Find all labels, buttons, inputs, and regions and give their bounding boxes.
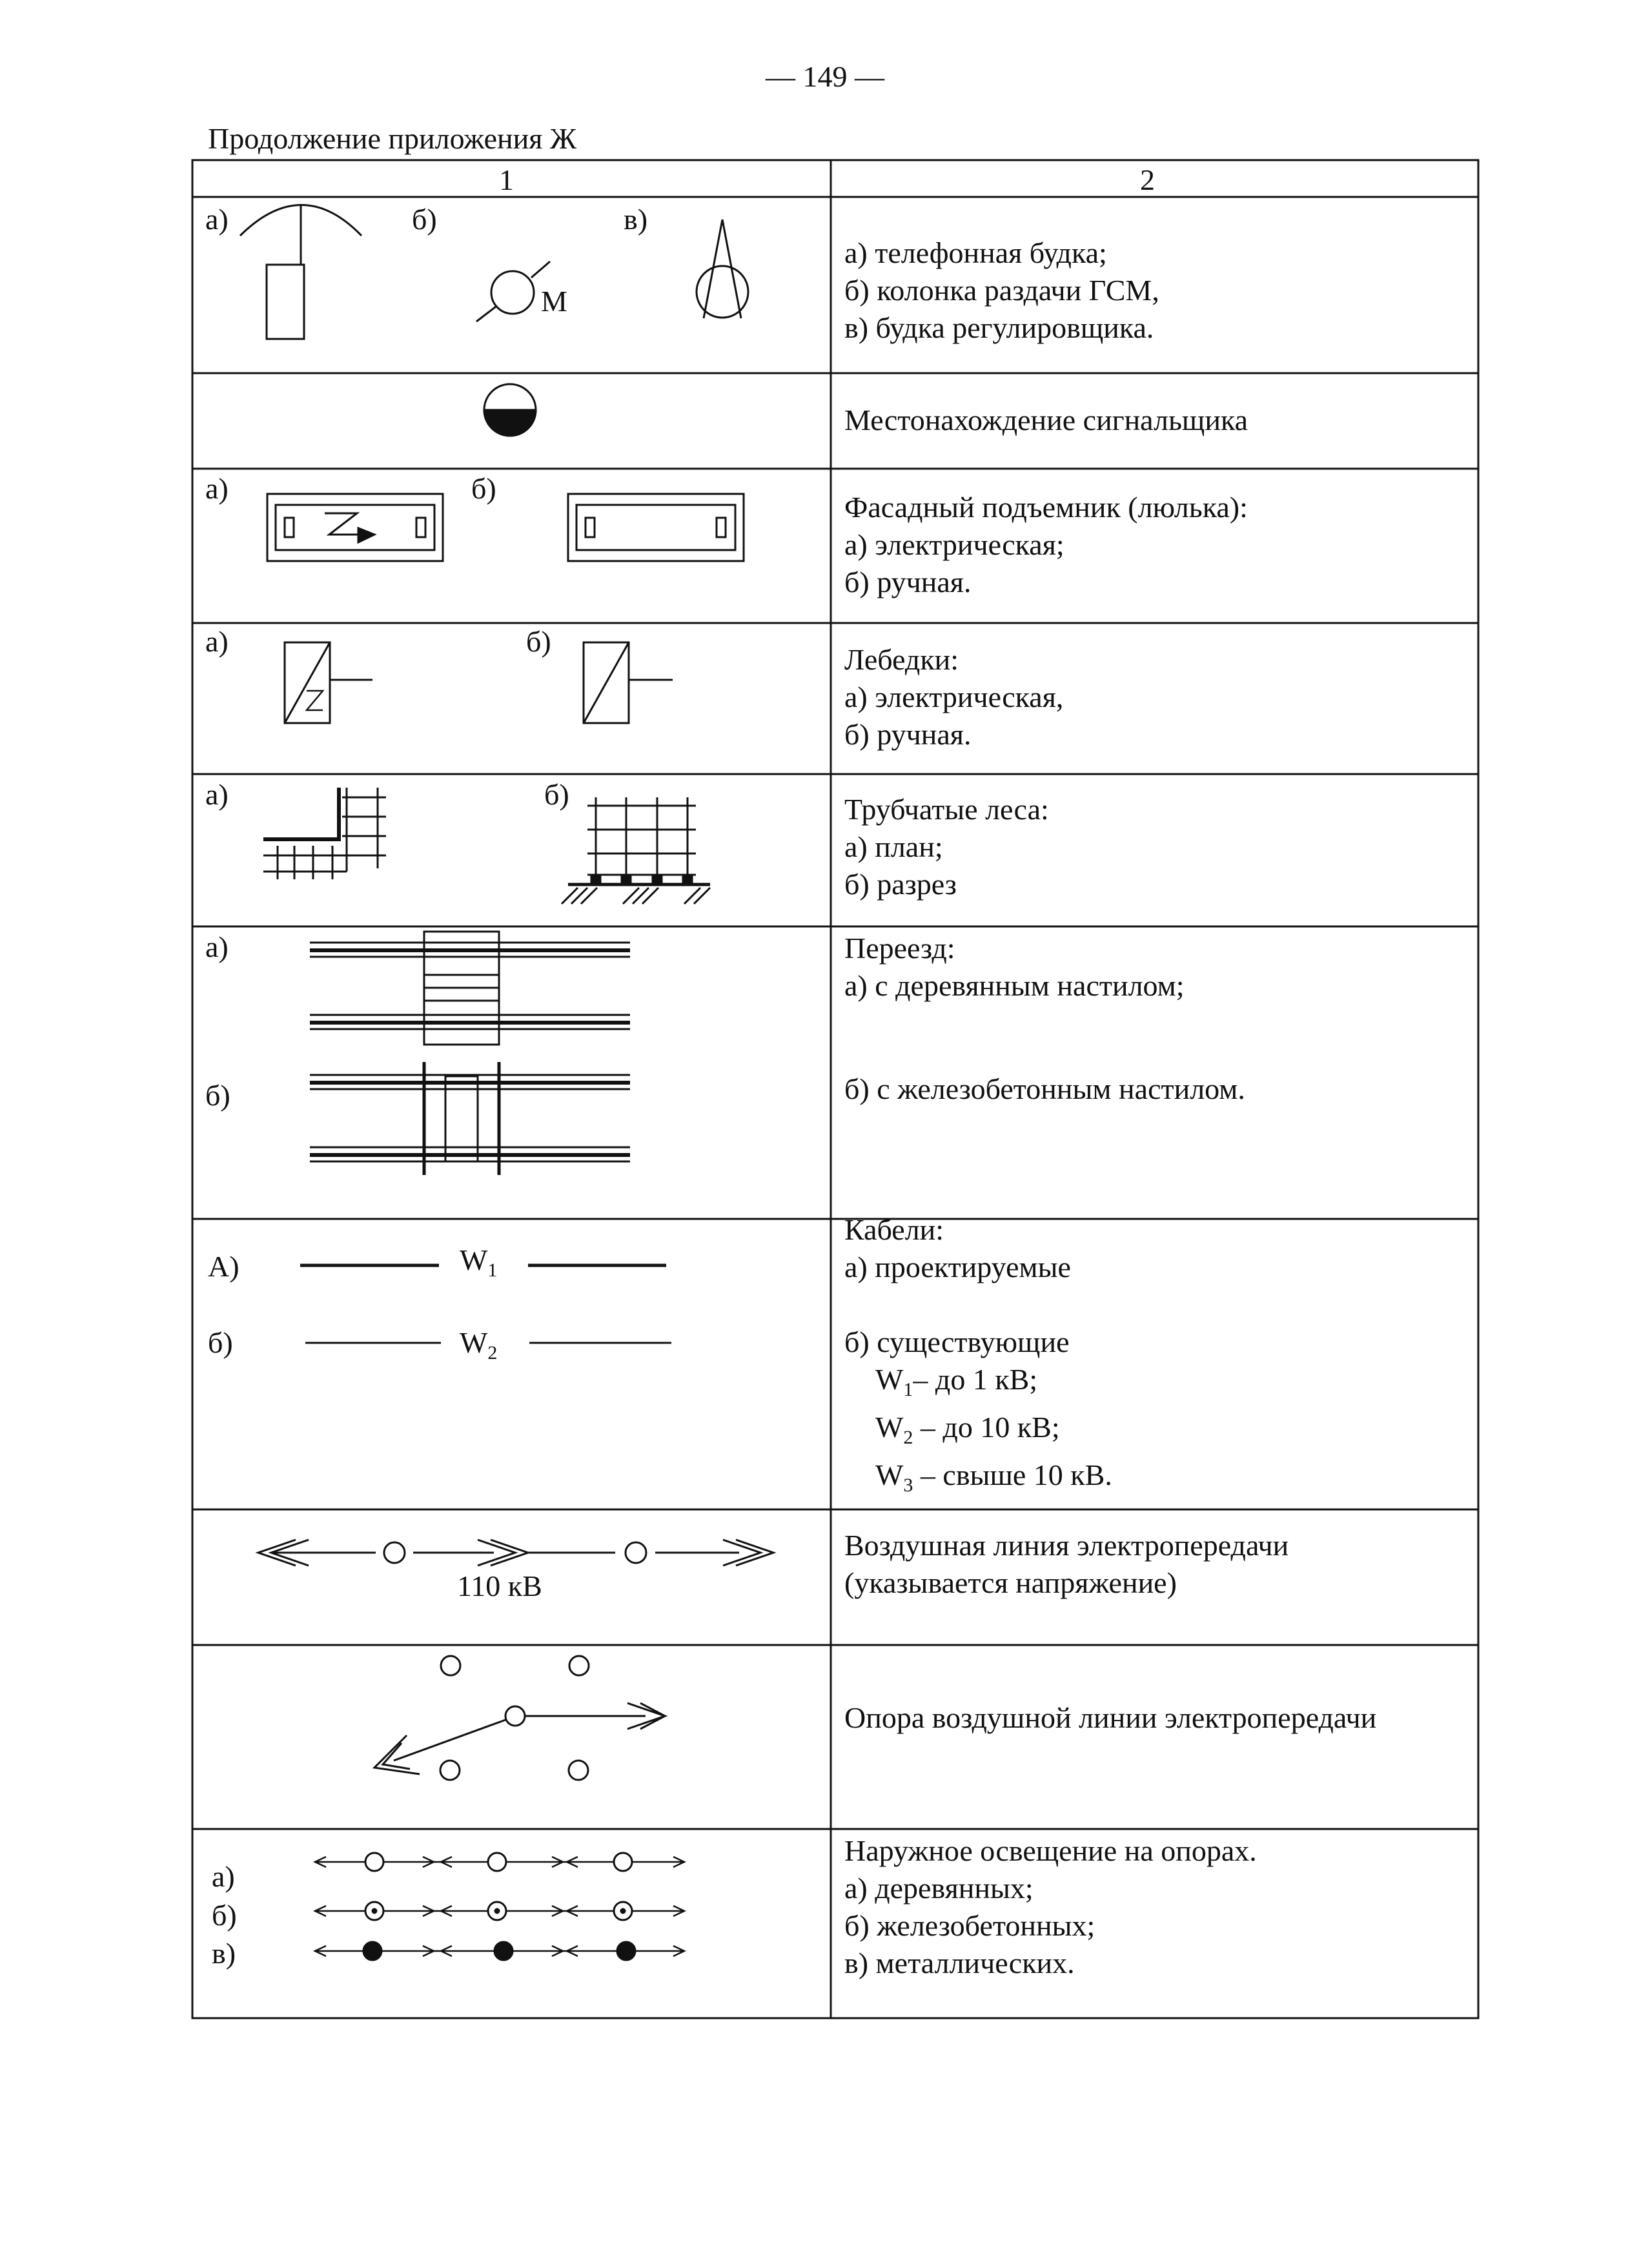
power-line-pole-icon: [374, 1656, 665, 1780]
crossing-description-b: б) с железобетонным настилом.: [844, 1072, 1245, 1105]
electric-facade-lift-icon: [267, 494, 443, 561]
label-b: б): [205, 1079, 230, 1112]
lighting-metal-poles-icon: [315, 1942, 684, 1960]
manual-winch-icon: [584, 642, 673, 723]
booths-description: а) телефонная будка; б) колонка раздачи ГСМ, в) будка регулировщика.: [844, 236, 1159, 344]
traffic-controller-booth-icon: [697, 220, 748, 318]
cable-w1-label: $W_1$: [460, 1243, 498, 1282]
column-1-header: 1: [499, 163, 514, 196]
fuel-pump-icon: [476, 261, 550, 322]
scaffold-plan-icon: [263, 788, 386, 879]
signalman-description: Местонахождение сигнальщика: [844, 404, 1248, 436]
label-v: в): [212, 1937, 236, 1970]
lighting-wooden-poles-icon: [315, 1853, 684, 1871]
electric-winch-icon: [285, 642, 372, 723]
table-caption: Продолжение приложения Ж: [208, 122, 577, 155]
label-b: б): [544, 778, 569, 811]
label-a: а): [205, 472, 229, 505]
label-b: б): [212, 1899, 237, 1932]
lighting-description: Наружное освещение на опорах. а) деревянных; б) железобетонных; в) металлических.: [844, 1834, 1257, 1979]
power-line-voltage-label: 110 кВ: [457, 1569, 542, 1602]
label-a-upper: А): [208, 1250, 239, 1283]
concrete-crossing-icon: [310, 1062, 630, 1175]
manual-facade-lift-icon: [568, 494, 744, 561]
label-a: а): [205, 778, 229, 811]
label-v: в): [624, 203, 648, 236]
winches-description: Лебедки: а) электрическая, б) ручная.: [844, 643, 1064, 751]
label-a: а): [212, 1860, 235, 1893]
wooden-crossing-icon: [310, 932, 630, 1045]
label-a: а): [205, 625, 229, 658]
label-b: б): [208, 1326, 233, 1359]
signalman-location-icon: [484, 384, 536, 436]
facade-lift-description: Фасадный подъемник (люлька): а) электрическая; б) ручная.: [844, 491, 1248, 598]
cable-w2-label: $W_2$: [460, 1326, 498, 1364]
label-a: а): [205, 203, 229, 236]
lighting-concrete-poles-icon: [315, 1902, 684, 1920]
column-2-header: 2: [1140, 163, 1155, 196]
label-b: б): [471, 472, 496, 505]
scaffold-description: Трубчатые леса: а) план; б) разрез: [844, 793, 1049, 901]
page-number: — 149 —: [766, 60, 884, 93]
telephone-booth-icon: [240, 205, 362, 340]
overhead-power-line-icon: [258, 1540, 773, 1566]
label-a: а): [205, 930, 229, 963]
pole-description: Опора воздушной линии электропередачи: [844, 1701, 1377, 1734]
cables-description: Кабели: а) проектируемые: [844, 1213, 1071, 1283]
fuel-pump-letter: М: [541, 285, 567, 318]
power-line-description: Воздушная линия электропередачи (указывается напряжение): [844, 1529, 1289, 1599]
label-b: б): [412, 203, 437, 236]
scaffold-section-icon: [562, 797, 710, 904]
label-b: б): [526, 625, 551, 658]
crossing-description: Переезд: а) с деревянным настилом;: [844, 932, 1185, 1002]
cables-existing-description: б) существующие $W_1-$ до 1 кВ; $W_2$ – до 10 кВ; $W_3$ – свыше 10 кВ.: [844, 1325, 1112, 1497]
